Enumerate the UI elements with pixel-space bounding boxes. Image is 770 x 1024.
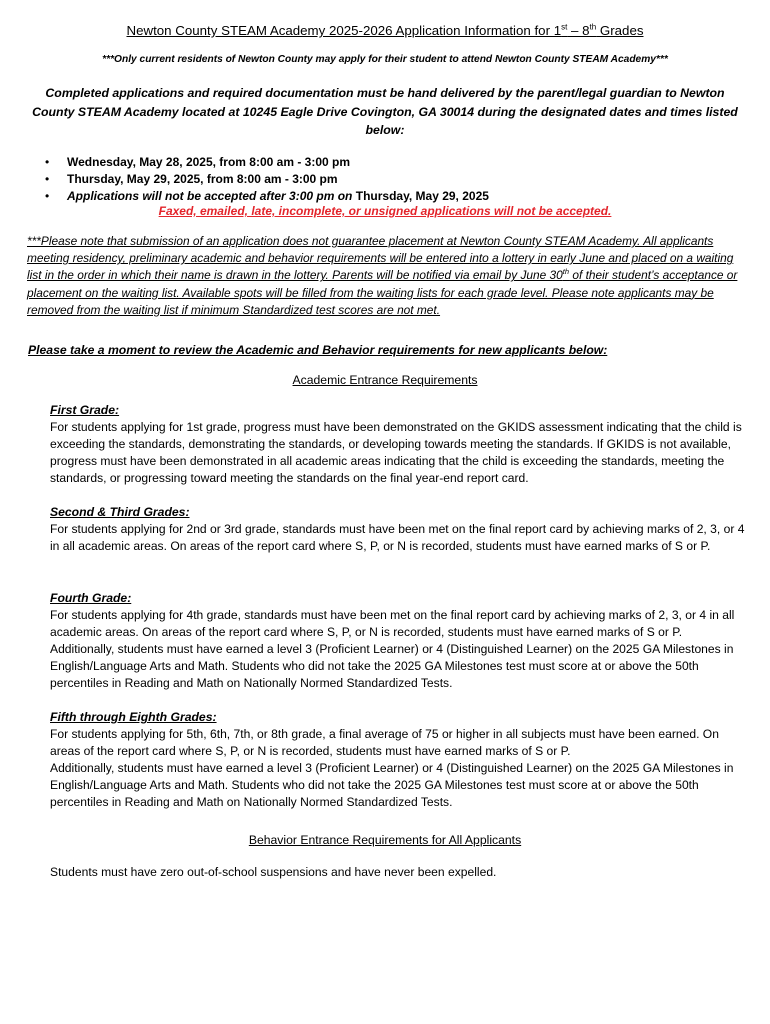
grade-body: For students applying for 1st grade, progress must have been demonstrated on the GKIDS assessment indicating that the child is exceeding the standards, demonstrating the standards, or developing towards meeting the standards. If GKIDS is not available, progress must have been demonstrated in all academic areas indicating that the child is exceeding the standards, meeting the standards, or progressing toward meeting the standards on the final year-end report card.	[50, 420, 742, 486]
delivery-instructions: Completed applications and required documentation must be hand delivered by the parent/legal guardian to Newton County STEAM Academy located at 10245 Eagle Drive Covington, GA 30014 during the designated dates and times listed below:	[32, 86, 738, 137]
residency-note: ***Only current residents of Newton County may apply for their student to attend Newton County STEAM Academy***	[102, 54, 668, 65]
fourth-grade-requirements	[50, 590, 745, 692]
grade-heading: Fifth through Eighth Grades:	[50, 710, 217, 724]
rejection-warning: Faxed, emailed, late, incomplete, or unsigned applications will not be accepted.	[158, 204, 612, 218]
second-third-grade-requirements	[50, 504, 745, 555]
grade-body: For students applying for 2nd or 3rd grade, standards must have been met on the final report card by achieving marks of 2, 3, or 4 in all academic areas. On areas of the report card where S, P, or N is recorded, students must have earned marks of S or P.	[50, 522, 745, 554]
review-prompt: Please take a moment to review the Academic and Behavior requirements for new applicants below:	[28, 343, 608, 357]
title-superscript-2: th	[589, 22, 597, 32]
date-item: • Thursday, May 29, 2025, from 8:00 am - 3:00 pm	[45, 171, 338, 186]
bullet-icon: •	[45, 171, 50, 186]
grade-heading: Second & Third Grades:	[50, 505, 190, 519]
fifth-eighth-grade-requirements	[50, 709, 745, 811]
application-dates-list	[42, 154, 722, 204]
page-title: Newton County STEAM Academy 2025-2026 Application Information for 1st – 8th Grades	[126, 22, 644, 38]
grade-body: For students applying for 5th, 6th, 7th, or 8th grade, a final average of 75 or higher in all subjects must have been earned. On areas of the report card where S, P, or N is recorded, students must have earned marks of S or P.	[50, 727, 719, 759]
lottery-note: ***Please note that submission of an application does not guarantee placement at Newton County STEAM Academy. All applicants meeting residency, preliminary academic and behavior requirements will be entered into a lottery in early June and placed on a waiting list in the order in which their name is drawn in the lottery. Parents will be notified via email by June 30th of their student’s acceptance or placement on the waiting list. Available spots will be filled from the waiting lists for each grade level. Please note applicants may be removed from the waiting list if minimum Standardized test scores are not met.	[27, 234, 738, 317]
deadline-item: • Applications will not be accepted after 3:00 pm on Thursday, May 29, 2025	[45, 188, 489, 203]
academic-requirements-heading: Academic Entrance Requirements	[292, 373, 478, 387]
first-grade-requirements	[50, 402, 745, 487]
grade-heading: First Grade:	[50, 403, 120, 417]
grade-heading: Fourth Grade:	[50, 591, 132, 605]
behavior-requirement-text: Students must have zero out-of-school suspensions and have never been expelled.	[50, 865, 497, 879]
title-superscript-1: st	[561, 22, 568, 32]
bullet-icon: •	[45, 188, 50, 203]
date-item: • Wednesday, May 28, 2025, from 8:00 am - 3:00 pm	[45, 155, 351, 169]
bullet-icon: •	[45, 155, 50, 169]
behavior-requirements-heading: Behavior Entrance Requirements for All Applicants	[248, 833, 522, 847]
grade-body-additional: Additionally, students must have earned a level 3 (Proficient Learner) or 4 (Distinguished Learner) on the 2025 GA Milestones in English/Language Arts and Math. Students who did not take the 2025 GA Milestones test must score at or above the 50th percentiles in Reading and Math on Nationally Normed Standardized Tests.	[50, 761, 734, 810]
grade-body: For students applying for 4th grade, standards must have been met on the final report card by achieving marks of 2, 3, or 4 in all academic areas. On areas of the report card where S, P, or N is recorded, students must have earned marks of S or P. Additionally, students must have earned a level 3 (Proficient Learner) or 4 (Distinguished Learner) on the 2025 GA Milestones in English/Language Arts and Math. Students who did not take the 2025 GA Milestones test must score at or above the 50th percentiles in Reading and Math on Nationally Normed Standardized Tests.	[50, 608, 735, 691]
